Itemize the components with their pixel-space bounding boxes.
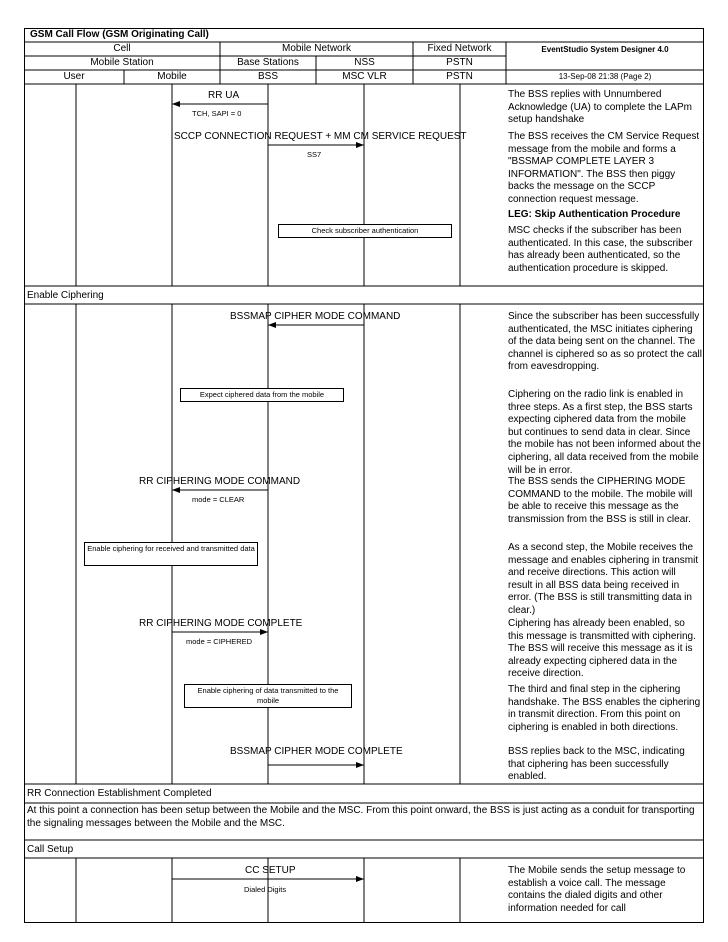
entity-mobile: Mobile bbox=[157, 71, 187, 82]
leg-heading: LEG: Skip Authentication Procedure bbox=[508, 209, 681, 220]
entity-bss: BSS bbox=[257, 71, 278, 82]
note: The BSS sends the CIPHERING MODE COMMAND to the mobile. The mobile will be able to receive this message as the transmission from the BSS is still in clear. bbox=[508, 476, 693, 525]
product-name: EventStudio System Designer 4.0 bbox=[541, 45, 669, 54]
note: The BSS receives the CM Service Request message from the mobile and forms a "BSSMAP COMPLETE LAYER 3 INFORMATION". The BSS then piggy backs the message on the SCCP connection request message. bbox=[508, 131, 700, 205]
message-label: RR UA bbox=[208, 90, 240, 101]
message-label: SCCP CONNECTION REQUEST + MM CM SERVICE REQUEST bbox=[174, 131, 467, 142]
section-call-setup: Call Setup bbox=[27, 844, 74, 855]
entity-msc-vlr: MSC VLR bbox=[342, 71, 387, 82]
message-param: Dialed Digits bbox=[244, 885, 287, 894]
entity-pstn: PSTN bbox=[446, 71, 473, 82]
note: As a second step, the Mobile receives the message and enables ciphering in transmit and receive directions. This action will result in all BSS data being received in error. (The BSS is still transmitting data in clear.) bbox=[508, 542, 699, 616]
diagram-title: GSM Call Flow (GSM Originating Call) bbox=[30, 29, 209, 40]
message-label: BSSMAP CIPHER MODE COMMAND bbox=[230, 311, 401, 322]
note: Ciphering on the radio link is enabled in three steps. As a first step, the BSS starts expecting ciphered data from the mobile but continues to send data in clear. Since the mobile has not been informed about the ciphering, all data received from the mobile will be in error. bbox=[508, 389, 701, 476]
message-label: RR CIPHERING MODE COMPLETE bbox=[139, 618, 303, 629]
entity-user: User bbox=[63, 71, 85, 82]
note: BSS replies back to the MSC, indicating that ciphering has been successfully enabled. bbox=[508, 746, 685, 783]
note: The BSS replies with Unnumbered Acknowledge (UA) to complete the LAPm setup handshake bbox=[508, 89, 692, 126]
section-enable-ciphering: Enable Ciphering bbox=[27, 290, 104, 301]
note: Ciphering has already been enabled, so this message is transmitted with ciphering. The BSS will receive this message as it is already expecting ciphered data in the receive direction. bbox=[508, 618, 696, 680]
message-label: CC SETUP bbox=[245, 865, 296, 876]
section-rr-connection-completed: RR Connection Establishment Completed bbox=[27, 788, 212, 799]
datestamp: 13-Sep-08 21:38 (Page 2) bbox=[558, 72, 652, 81]
message-param: TCH, SAPI = 0 bbox=[192, 109, 242, 118]
sequence-diagram-page bbox=[24, 28, 704, 923]
group-base-stations: Base Stations bbox=[237, 57, 299, 68]
message-param: mode = CLEAR bbox=[192, 495, 245, 504]
message-label: BSSMAP CIPHER MODE COMPLETE bbox=[230, 746, 403, 757]
note: MSC checks if the subscriber has been authenticated. In this case, the subscriber has already been authenticated, so the authentication procedure is skipped. bbox=[508, 225, 693, 274]
group-fixed-network: Fixed Network bbox=[427, 43, 492, 54]
action-box: Enable ciphering for received and transmitted data bbox=[84, 542, 258, 566]
note: The third and final step in the ciphering handshake. The BSS enables the ciphering in transmit direction. From this point on ciphering is enabled in both directions. bbox=[508, 684, 701, 733]
group-cell: Cell bbox=[113, 43, 131, 54]
message-param: SS7 bbox=[307, 150, 322, 159]
message-param: mode = CIPHERED bbox=[186, 637, 253, 646]
info-paragraph: At this point a connection has been setup between the Mobile and the MSC. From this point onward, the BSS is just acting as a conduit for transporting the signaling messages between the Mobile and the MSC. bbox=[27, 805, 695, 829]
note: Since the subscriber has been successfully authenticated, the MSC initiates ciphering of the data being sent on the channel. The channel is ciphered so as so protect the call from eavesdropping. bbox=[508, 311, 702, 373]
message-label: RR CIPHERING MODE COMMAND bbox=[139, 476, 301, 487]
group-nss: NSS bbox=[354, 57, 375, 68]
group-mobile-network: Mobile Network bbox=[282, 43, 351, 54]
note: The Mobile sends the setup message to establish a voice call. The message contains the dialed digits and other information needed for call bbox=[508, 865, 686, 914]
group-mobile-station: Mobile Station bbox=[90, 57, 154, 68]
action-box: Expect ciphered data from the mobile bbox=[180, 388, 344, 402]
action-box: Enable ciphering of data transmitted to the mobile bbox=[184, 684, 352, 708]
action-box: Check subscriber authentication bbox=[278, 224, 452, 238]
group-pstn: PSTN bbox=[446, 57, 473, 68]
